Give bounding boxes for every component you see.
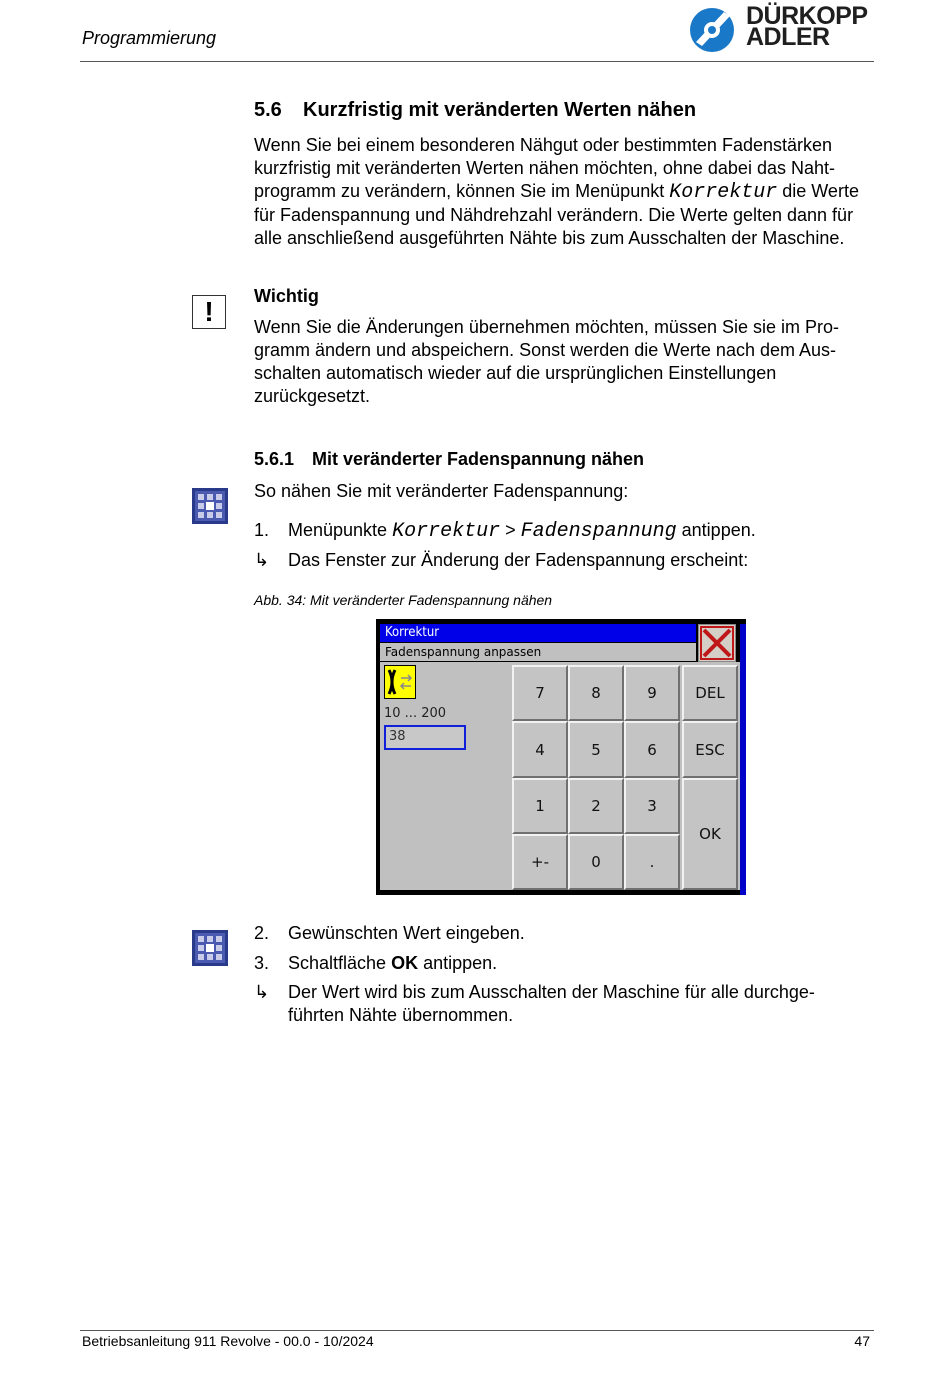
step-text-end: antippen. (418, 953, 498, 973)
subsection-intro: So nähen Sie mit veränderter Fadenspannung: (254, 481, 629, 501)
delete-button[interactable]: DEL (682, 665, 738, 721)
footer-document-info: Betriebsanleitung 911 Revolve - 00.0 - 10/2024 (82, 1333, 374, 1349)
plus-minus-key[interactable]: +- (512, 834, 568, 890)
brand-logo-icon (686, 6, 742, 54)
key-3[interactable]: 3 (624, 778, 680, 834)
key-5[interactable]: 5 (568, 721, 624, 778)
decimal-key[interactable]: . (624, 834, 680, 890)
step-number: 2. (254, 923, 270, 943)
step-text-end: antippen. (676, 520, 756, 540)
key-6[interactable]: 6 (624, 721, 680, 778)
key-2[interactable]: 2 (568, 778, 624, 834)
escape-button[interactable]: ESC (682, 721, 738, 778)
ok-label: OK (391, 953, 419, 973)
key-7[interactable]: 7 (512, 665, 568, 721)
section-heading (254, 99, 696, 122)
section-number: 5.6 (254, 99, 282, 121)
header-divider (80, 61, 874, 62)
result-text: Der Wert wird bis zum Ausschalten der Maschine für alle durchgeführten Nähte übernommen. (288, 982, 815, 1025)
step-number: 3. (254, 953, 270, 973)
step-text: Gewünschten Wert eingeben. (288, 923, 525, 943)
menu-korrektur: Korrektur (392, 520, 501, 543)
instruction-icon (192, 930, 228, 966)
subsection-heading (254, 449, 644, 470)
result-text: Das Fenster zur Änderung der Fadenspannung erscheint: (288, 550, 749, 570)
notice-heading: Wichtig (254, 286, 319, 306)
footer-divider (80, 1330, 874, 1331)
section-intro (254, 134, 874, 250)
thread-tension-icon (384, 665, 416, 699)
key-4[interactable]: 4 (512, 721, 568, 778)
menu-korrektur: Korrektur (669, 181, 778, 204)
subsection-number: 5.6.1 (254, 449, 295, 469)
key-1[interactable]: 1 (512, 778, 568, 834)
step-text: Menüpunkte (288, 520, 393, 540)
section-intro-text-b: die Werte für Fadenspannung und Nähdrehzahl verändern. Die Werte gelten dann für alle anschließend ausgeführten Nähte bis zum Ausschalten der Maschine. (254, 181, 859, 248)
subsection-title: Mit veränderter Fadenspannung nähen (312, 449, 645, 469)
header-section-title: Programmierung (82, 28, 217, 48)
result-arrow-icon: ↳ (254, 550, 270, 570)
step-text: Schaltfläche (288, 953, 392, 973)
notice-text: Wenn Sie die Änderungen übernehmen möchten, müssen Sie sie im Programm ändern und abspeichern. Sonst werden die Werte nach dem Ausschalten automatisch wieder auf die ursprünglichen Einstellungen zurückgesetzt. (254, 317, 839, 406)
page-number: 47 (854, 1333, 870, 1349)
key-8[interactable]: 8 (568, 665, 624, 721)
key-9[interactable]: 9 (624, 665, 680, 721)
menu-fadenspannung: Fadenspannung (520, 520, 677, 543)
brand-name-line2: ADLER (746, 23, 830, 51)
warning-symbol: ! (204, 296, 214, 327)
close-icon (699, 625, 735, 661)
brand-logo (686, 2, 876, 54)
result-arrow-icon: ↳ (254, 982, 270, 1002)
window-subtitle: Fadenspannung anpassen (380, 643, 696, 661)
close-button[interactable] (698, 624, 736, 662)
section-intro-text-a: Wenn Sie bei einem besonderen Nähgut oder bestimmten Fadenstärken kurzfristig mit veränderten Werten nähen möchten, ohne dabei das Nahtprogramm zu verändern, können Sie im Menüpunkt (254, 135, 835, 201)
tension-value-field[interactable]: 38 (384, 725, 466, 750)
section-title: Kurzfristig mit veränderten Werten nähen (303, 99, 697, 121)
value-range-label: 10 ... 200 (384, 706, 447, 721)
menu-separator: > (500, 520, 521, 540)
control-panel-screenshot (376, 619, 746, 895)
instruction-icon (192, 488, 228, 524)
screen-edge-bar (740, 624, 746, 895)
key-0[interactable]: 0 (568, 834, 624, 890)
step-number: 1. (254, 520, 270, 540)
brand-name-line1: DÜRKOPP (746, 2, 868, 30)
window-body (380, 662, 740, 890)
warning-icon (192, 295, 226, 329)
figure-caption: Abb. 34: Mit veränderter Fadenspannung nähen (254, 592, 553, 608)
window-title: Korrektur (380, 624, 696, 642)
ok-button[interactable]: OK (682, 778, 738, 890)
